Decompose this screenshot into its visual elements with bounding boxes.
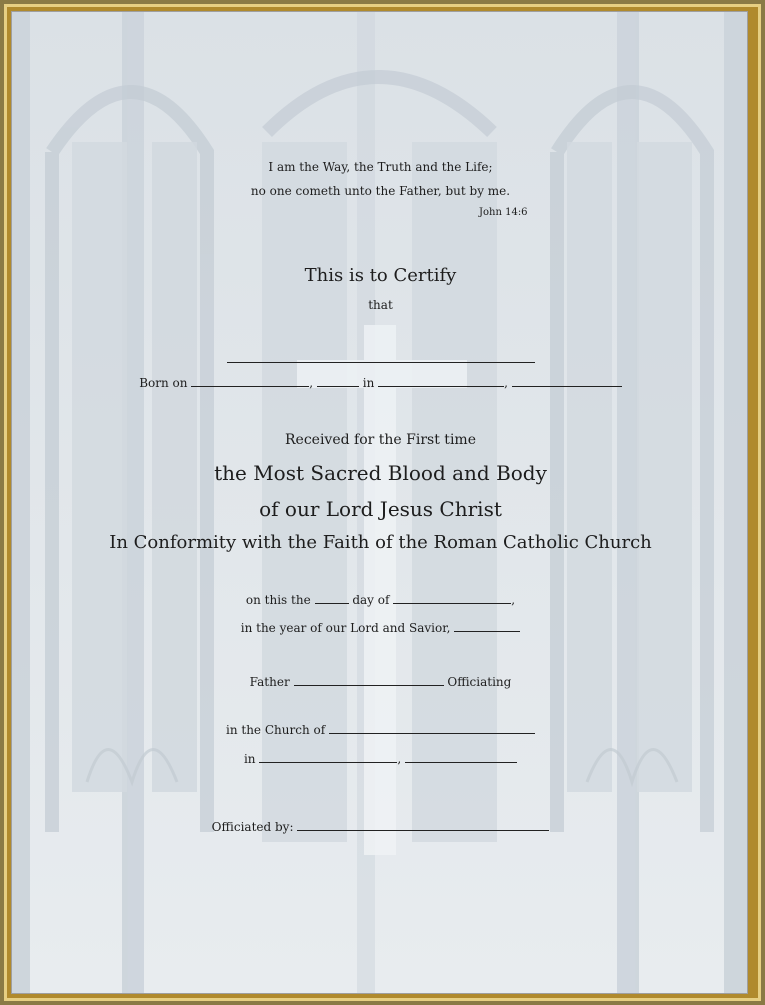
officiating-label: Officiating — [447, 675, 512, 689]
year-label: in the year of our Lord and Savior, — [240, 621, 451, 635]
birth-in-label: in — [362, 376, 375, 390]
officiated-by-label: Officiated by: — [211, 820, 294, 834]
certificate-paper — [11, 11, 748, 994]
birth-row: Born on , in , — [12, 376, 748, 390]
verse-line-1: I am the Way, the Truth and the Life; — [268, 160, 493, 174]
father-label: Father — [249, 675, 290, 689]
sacred-line: the Most Sacred Blood and Body — [214, 461, 547, 485]
recipient-name-line — [12, 348, 748, 367]
conformity-line: In Conformity with the Faith of the Roman Catholic Church — [109, 532, 652, 553]
church-row — [12, 723, 748, 737]
officiated-by-row — [12, 820, 748, 834]
verse-line-2: no one cometh unto the Father, but by me. — [250, 184, 511, 198]
verse-reference: John 14:6 — [479, 207, 528, 218]
father-row — [12, 675, 748, 689]
born-on-label: Born on — [139, 376, 188, 390]
received-line: Received for the First time — [285, 432, 476, 448]
that-label: that — [368, 298, 393, 312]
lord-line: of our Lord Jesus Christ — [259, 497, 502, 521]
date-row: on this the day of , — [245, 593, 516, 607]
on-this-the-label: on this the — [245, 593, 311, 607]
church-of-label: in the Church of — [226, 723, 326, 737]
year-row — [12, 621, 748, 635]
day-of-label: day of — [352, 593, 390, 607]
location-in-label: in — [243, 752, 256, 766]
certify-heading: This is to Certify — [304, 265, 457, 286]
location-row: in , — [12, 752, 748, 766]
